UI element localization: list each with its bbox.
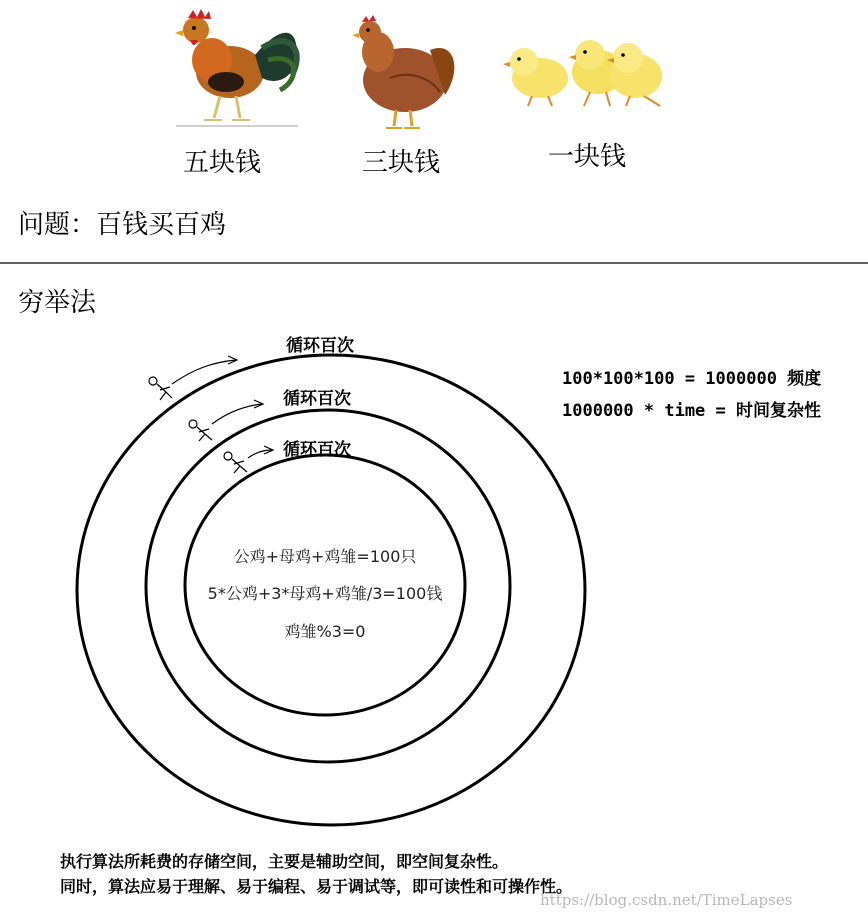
space-complexity-note: 执行算法所耗费的存储空间，主要是辅助空间，即空间复杂性。 [60,852,509,871]
problem-title: 问题：百钱买百鸡 [18,210,227,240]
frequency-formula: 100*100*100 = 1000000 频度 [562,369,822,389]
condition-money: 5*公鸡+3*母鸡+鸡雏/3=100钱 [207,584,443,603]
chick-price: 一块钱 [548,142,627,172]
chicks-image [503,40,662,106]
readability-note: 同时，算法应易于理解、易于编程、易于调试等，即可读性和可操作性。 [60,877,573,896]
middle-loop-label: 循环百次 [283,389,351,409]
middle-runner-icon [189,400,263,441]
section-title: 穷举法 [18,288,97,318]
inner-runner-icon [224,446,273,473]
condition-chick-mod: 鸡雏%3=0 [284,622,366,641]
inner-loop-label: 循环百次 [283,440,351,460]
outer-loop-label: 循环百次 [286,336,354,356]
rooster-image [175,9,298,126]
watermark: https://blog.csdn.net/TimeLapses [540,891,793,909]
hen-image [352,15,454,128]
complexity-formula: 1000000 * time = 时间复杂性 [562,401,821,421]
rooster-price: 五块钱 [183,148,262,178]
condition-count: 公鸡+母鸡+鸡雏=100只 [233,547,417,566]
hen-price: 三块钱 [362,148,441,178]
